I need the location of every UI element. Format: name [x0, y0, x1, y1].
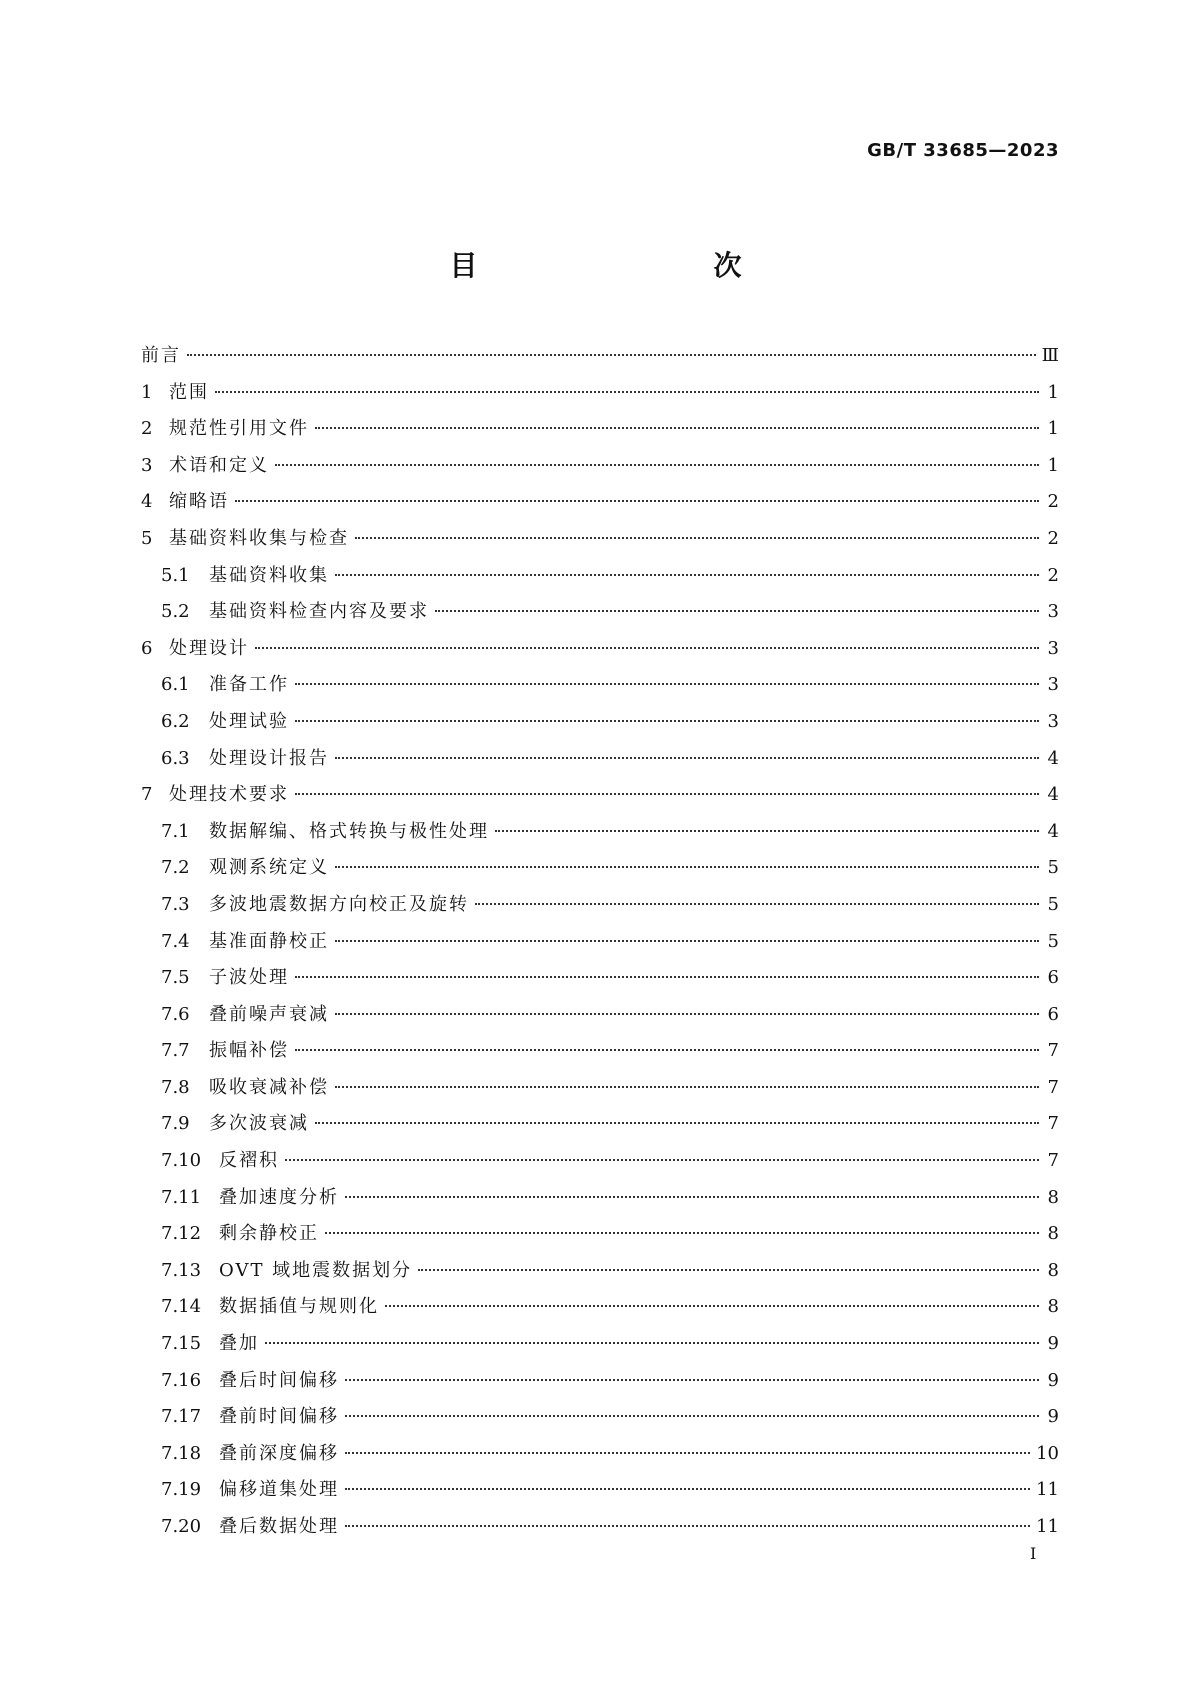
toc-entry[interactable] [141, 1143, 1059, 1180]
toc-entry-title: 子波处理 [209, 967, 289, 989]
dot-leader [275, 463, 1039, 466]
toc-entry-number: 5.2 [161, 601, 190, 623]
toc-entry-title: 叠加速度分析 [219, 1186, 339, 1208]
dot-leader [255, 646, 1039, 649]
dot-leader [295, 792, 1039, 795]
toc-entry[interactable] [141, 850, 1059, 887]
toc-entry-number: 6.1 [161, 674, 190, 696]
toc-entry-page: 4 [1047, 784, 1059, 806]
toc-entry[interactable] [141, 777, 1059, 814]
toc-entry[interactable] [141, 704, 1059, 741]
dot-leader [315, 426, 1039, 429]
toc-entry-page: 2 [1047, 491, 1059, 513]
toc-entry[interactable] [141, 521, 1059, 558]
toc-entry-page: 3 [1047, 637, 1059, 659]
toc-entry[interactable] [141, 338, 1059, 375]
dot-leader [235, 499, 1039, 502]
toc-entry-title: 数据解编、格式转换与极性处理 [209, 820, 489, 842]
toc-entry-title: 基础资料检查内容及要求 [209, 601, 429, 623]
toc-entry-number: 7.8 [161, 1076, 190, 1098]
toc-entry-page: 9 [1047, 1369, 1059, 1391]
dot-leader [335, 573, 1039, 576]
toc-entry-page: 2 [1047, 564, 1059, 586]
toc-entry-title: 叠前深度偏移 [219, 1442, 339, 1464]
toc-entry-number: 7.11 [161, 1186, 202, 1208]
toc-entry-title: OVT 域地震数据划分 [219, 1259, 413, 1281]
dot-leader [295, 682, 1039, 685]
toc-entry-page: 11 [1036, 1479, 1059, 1501]
dot-leader [345, 1378, 1039, 1381]
toc-entry-title: 叠加 [219, 1333, 259, 1355]
toc-entry-number: 7 [141, 784, 153, 806]
toc-entry-title: 数据插值与规则化 [219, 1296, 379, 1318]
dot-leader [335, 1012, 1039, 1015]
toc-entry-page: 3 [1047, 710, 1059, 732]
toc-entry[interactable] [141, 1070, 1059, 1107]
toc-entry-number: 7.10 [161, 1150, 202, 1172]
toc-entry[interactable] [141, 631, 1059, 668]
page-number: Ⅰ [1030, 1544, 1037, 1563]
toc-entry[interactable] [141, 887, 1059, 924]
toc-entry-number: 2 [141, 418, 153, 440]
toc-entry-number: 7.7 [161, 1040, 190, 1062]
toc-entry-page: 7 [1047, 1076, 1059, 1098]
toc-entry-number: 6.3 [161, 747, 190, 769]
toc-entry[interactable] [141, 375, 1059, 412]
dot-leader [187, 353, 1036, 356]
toc-entry-title: 基础资料收集 [209, 564, 329, 586]
toc-entry-title: 处理试验 [209, 710, 289, 732]
dot-leader [335, 939, 1039, 942]
toc-entry-page: 9 [1047, 1406, 1059, 1428]
toc-entry-number: 4 [141, 491, 153, 513]
dot-leader [345, 1195, 1039, 1198]
toc-entry-page: 8 [1047, 1296, 1059, 1318]
toc-entry-page: 5 [1047, 893, 1059, 915]
toc-entry[interactable] [141, 1289, 1059, 1326]
toc-entry-title: 基准面静校正 [209, 930, 329, 952]
toc-entry-page: 4 [1047, 747, 1059, 769]
toc-entry-page: 7 [1047, 1040, 1059, 1062]
toc-entry-page: 9 [1047, 1333, 1059, 1355]
standard-id: GB/T 33685—2023 [867, 140, 1059, 161]
dot-leader [385, 1304, 1039, 1307]
toc-entry-title: 基础资料收集与检查 [169, 527, 349, 549]
toc-entry-number: 3 [141, 454, 153, 476]
toc-entry-number: 7.14 [161, 1296, 202, 1318]
toc-entry-number: 7.3 [161, 893, 190, 915]
toc-entry-number: 5.1 [161, 564, 190, 586]
toc-entry-number: 7.2 [161, 857, 190, 879]
toc-entry[interactable] [141, 1180, 1059, 1217]
dot-leader [315, 1121, 1039, 1124]
toc-entry-number: 7.12 [161, 1223, 202, 1245]
toc-entry-number: 6 [141, 637, 153, 659]
toc-entry-page: 1 [1047, 418, 1059, 440]
toc-entry-number: 5 [141, 527, 153, 549]
toc-entry[interactable] [141, 997, 1059, 1034]
toc-entry-number: 1 [141, 381, 153, 403]
toc-entry-title: 观测系统定义 [209, 857, 329, 879]
dot-leader [345, 1451, 1030, 1454]
dot-leader [295, 975, 1039, 978]
toc-entry-number: 7.15 [161, 1333, 202, 1355]
toc-entry-title: 处理设计报告 [209, 747, 329, 769]
toc-entry[interactable] [141, 448, 1059, 485]
toc-entry-number: 7.20 [161, 1516, 202, 1537]
page-title: 目 次 [449, 249, 802, 282]
toc-entry-title: 反褶积 [219, 1150, 279, 1172]
dot-leader [295, 719, 1039, 722]
toc-entry[interactable] [141, 741, 1059, 778]
toc-entry[interactable] [141, 1216, 1059, 1253]
toc-entry-page: 11 [1036, 1516, 1059, 1537]
toc-entry-page: 3 [1047, 674, 1059, 696]
dot-leader [345, 1414, 1039, 1417]
toc-entry-page: 10 [1036, 1442, 1059, 1464]
toc-entry[interactable] [141, 960, 1059, 997]
dot-leader [355, 536, 1039, 539]
toc-entry-page: 7 [1047, 1113, 1059, 1135]
toc-entry-page: 2 [1047, 527, 1059, 549]
dot-leader [265, 1341, 1039, 1344]
toc-entry[interactable] [141, 814, 1059, 851]
toc-entry-page: 1 [1047, 454, 1059, 476]
toc-entry-page: 4 [1047, 820, 1059, 842]
toc-entry-page: 7 [1047, 1150, 1059, 1172]
toc-entry[interactable] [141, 1253, 1059, 1290]
dot-leader [345, 1524, 1030, 1527]
toc-entry-page: 8 [1047, 1186, 1059, 1208]
toc-entry-page: 5 [1047, 930, 1059, 952]
toc-entry-title: 处理技术要求 [169, 784, 289, 806]
toc-entry-title: 处理设计 [169, 637, 249, 659]
toc-entry[interactable] [141, 1399, 1059, 1436]
dot-leader [495, 829, 1039, 832]
dot-leader [418, 1268, 1039, 1271]
toc-entry-title: 剩余静校正 [219, 1223, 319, 1245]
toc-entry-title: 多波地震数据方向校正及旋转 [209, 893, 469, 915]
toc-entry-number: 7.4 [161, 930, 190, 952]
toc-entry-title: 叠前时间偏移 [219, 1406, 339, 1428]
toc-entry[interactable] [141, 1509, 1059, 1546]
toc-entry-title: 多次波衰减 [209, 1113, 309, 1135]
dot-leader [475, 902, 1039, 905]
dot-leader [285, 1158, 1039, 1161]
toc-entry-page: 8 [1047, 1259, 1059, 1281]
toc-entry[interactable] [141, 924, 1059, 961]
toc-entry-number: 6.2 [161, 710, 190, 732]
toc-entry[interactable] [141, 594, 1059, 631]
toc-entry-number: 7.18 [161, 1442, 202, 1464]
toc-entry-number: 7.1 [161, 820, 190, 842]
toc-entry[interactable] [141, 1106, 1059, 1143]
toc-entry-page: 5 [1047, 857, 1059, 879]
table-of-contents [141, 338, 1059, 1546]
toc-entry-title: 叠后数据处理 [219, 1516, 339, 1537]
toc-entry-title: 偏移道集处理 [219, 1479, 339, 1501]
toc-entry[interactable] [141, 484, 1059, 521]
toc-entry-page: 6 [1047, 967, 1059, 989]
toc-entry-number: 7.13 [161, 1259, 202, 1281]
toc-entry-page: 3 [1047, 601, 1059, 623]
toc-entry-number: 7.9 [161, 1113, 190, 1135]
dot-leader [215, 390, 1039, 393]
dot-leader [335, 865, 1039, 868]
dot-leader [325, 1231, 1039, 1234]
toc-entry-number: 7.6 [161, 1003, 190, 1025]
toc-entry[interactable] [141, 411, 1059, 448]
toc-entry-number: 7.17 [161, 1406, 202, 1428]
dot-leader [435, 609, 1039, 612]
toc-entry-title: 准备工作 [209, 674, 289, 696]
toc-entry[interactable] [141, 558, 1059, 595]
toc-entry-title: 前言 [141, 345, 181, 366]
toc-entry[interactable] [141, 1363, 1059, 1400]
toc-entry-title: 吸收衰减补偿 [209, 1076, 329, 1098]
dot-leader [295, 1048, 1039, 1051]
toc-entry-title: 术语和定义 [169, 454, 269, 476]
toc-entry-page: 6 [1047, 1003, 1059, 1025]
toc-entry-number: 7.19 [161, 1479, 202, 1501]
dot-leader [335, 756, 1039, 759]
toc-entry-number: 7.5 [161, 967, 190, 989]
toc-entry-title: 振幅补偿 [209, 1040, 289, 1062]
dot-leader [335, 1085, 1039, 1088]
toc-entry-number: 7.16 [161, 1369, 202, 1391]
toc-entry-title: 缩略语 [169, 491, 229, 513]
toc-entry[interactable] [141, 1472, 1059, 1509]
toc-entry-title: 范围 [169, 381, 209, 403]
toc-entry-page: Ⅲ [1041, 345, 1059, 366]
toc-entry[interactable] [141, 1436, 1059, 1473]
toc-entry[interactable] [141, 1326, 1059, 1363]
toc-entry-title: 叠后时间偏移 [219, 1369, 339, 1391]
toc-entry-title: 叠前噪声衰减 [209, 1003, 329, 1025]
toc-entry[interactable] [141, 667, 1059, 704]
toc-entry-page: 8 [1047, 1223, 1059, 1245]
toc-entry-page: 1 [1047, 381, 1059, 403]
dot-leader [345, 1487, 1030, 1490]
toc-entry[interactable] [141, 1033, 1059, 1070]
toc-entry-title: 规范性引用文件 [169, 418, 309, 440]
